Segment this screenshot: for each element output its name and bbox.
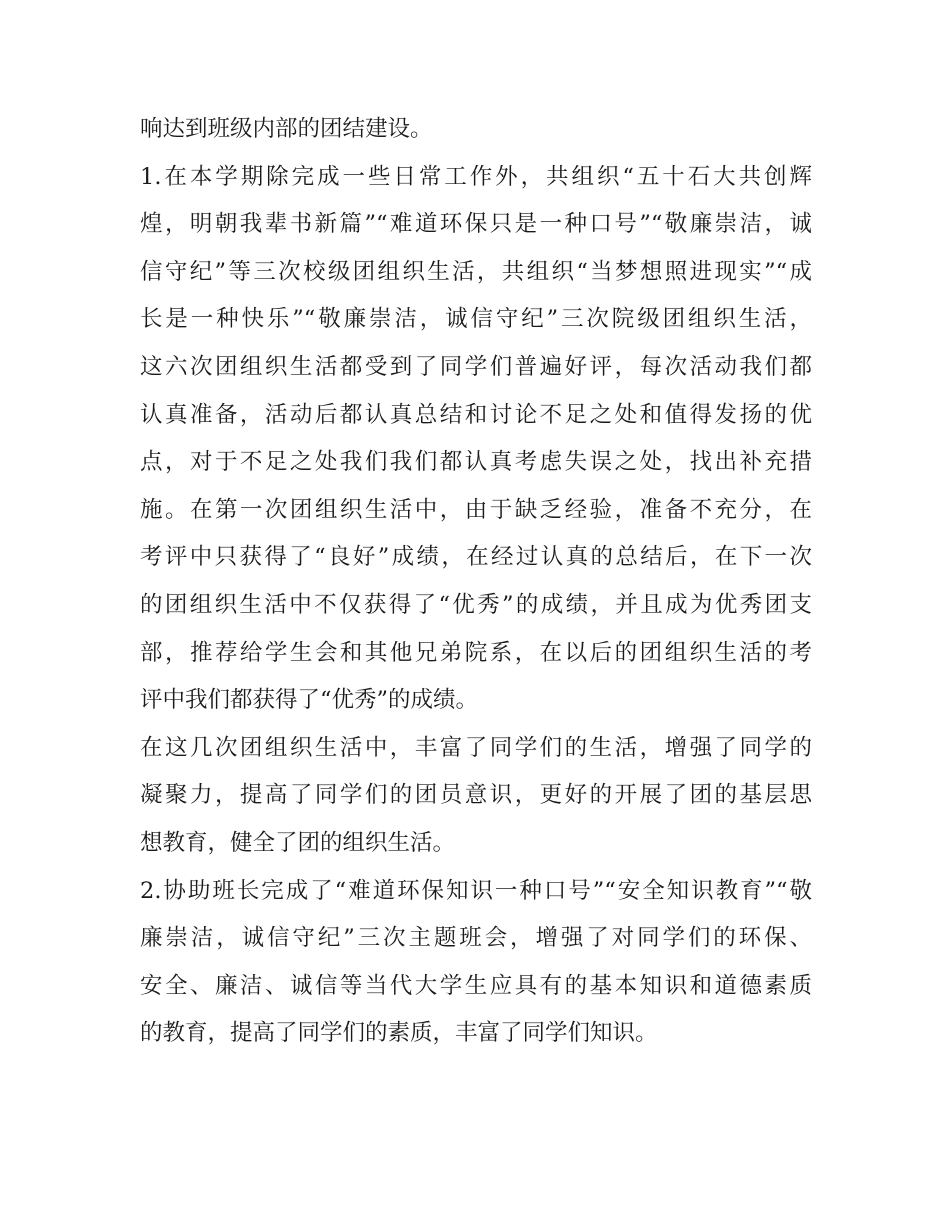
text-line: 考评中只获得了“良好”成绩，在经过认真的总结后，在下一次 [140,544,812,571]
text-line: 2.协助班长完成了“难道环保知识一种口号”“安全知识教育”“敬 [140,877,812,904]
text-line: 1.在本学期除完成一些日常工作外，共组织“五十石大共创辉 [140,163,812,190]
text-line: 凝聚力，提高了同学们的团员意识，更好的开展了团的基层思 [140,782,812,809]
text-line: 安全、廉洁、诚信等当代大学生应具有的基本知识和道德素质 [140,972,812,999]
document-body [140,106,812,1058]
text-line: 在这几次团组织生活中，丰富了同学们的生活，增强了同学的 [140,734,812,761]
text-line: 想教育，健全了团的组织生活。 [140,829,456,856]
text-line: 评中我们都获得了“优秀”的成绩。 [140,687,479,714]
text-line: 的团组织生活中不仅获得了“优秀”的成绩，并且成为优秀团支 [140,591,812,618]
text-line: 煌，明朝我辈书新篇”“难道环保只是一种口号”“敬廉崇洁，诚 [140,211,812,238]
text-line: 响达到班级内部的团结建设。 [140,116,433,142]
text-line: 施。在第一次团组织生活中，由于缺乏经验，准备不充分，在 [140,496,812,523]
text-line: 部，推荐给学生会和其他兄弟院系，在以后的团组织生活的考 [140,639,812,666]
text-line: 点，对于不足之处我们我们都认真考虑失误之处，找出补充措 [140,449,812,476]
text-line: 的教育，提高了同学们的素质，丰富了同学们知识。 [140,1020,658,1047]
text-line: 这六次团组织生活都受到了同学们普遍好评，每次活动我们都 [140,353,812,380]
text-line: 廉崇洁，诚信守纪”三次主题班会，增强了对同学们的环保、 [140,925,812,952]
text-line: 长是一种快乐”“敬廉崇洁，诚信守纪”三次院级团组织生活， [140,306,812,333]
text-line: 认真准备，活动后都认真总结和讨论不足之处和值得发扬的优 [140,401,812,428]
text-line: 信守纪”等三次校级团组织生活，共组织“当梦想照进现实”“成 [140,258,812,285]
